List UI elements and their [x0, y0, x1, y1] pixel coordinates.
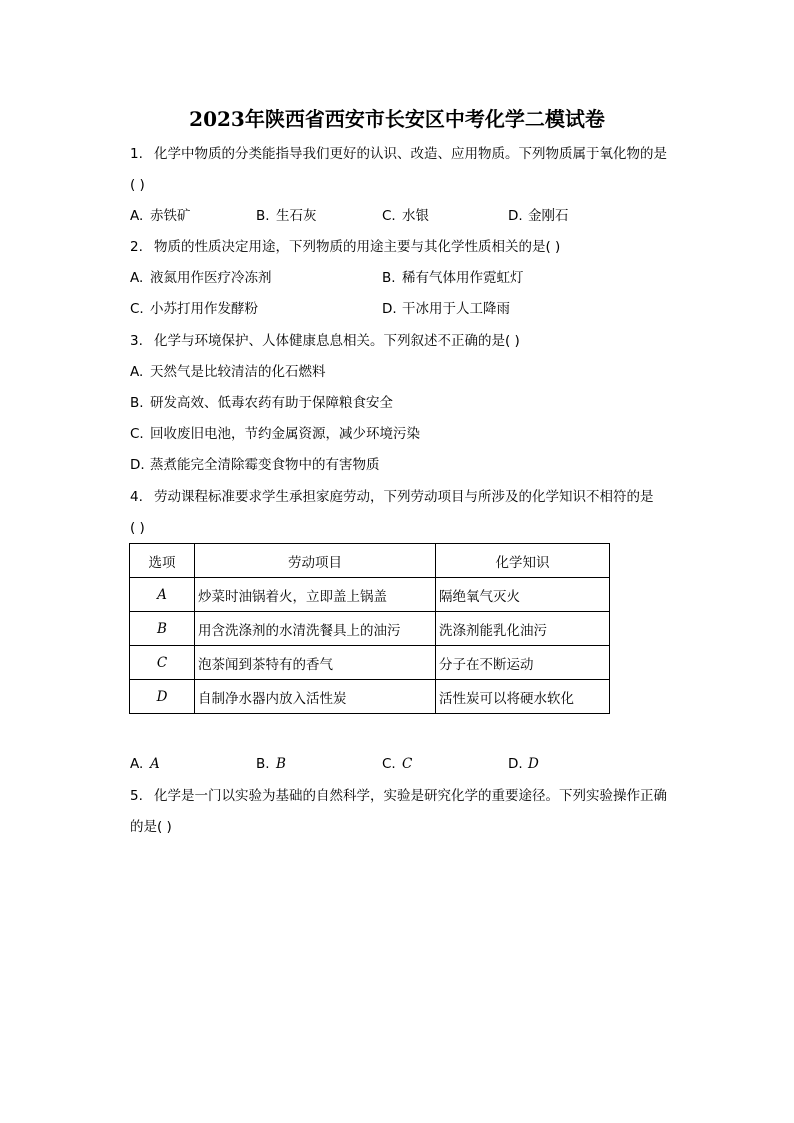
table-cell: D — [130, 680, 195, 714]
question-text: 化学与环境保护、人体健康息息相关。下列叙述不正确的是( ) — [154, 333, 520, 349]
option-d — [508, 207, 569, 225]
option-d — [382, 300, 510, 318]
option-label: D. — [130, 457, 145, 473]
option-text: 水银 — [402, 208, 429, 224]
option-label: A. — [130, 756, 144, 772]
question-text: 劳动课程标准要求学生承担家庭劳动，下列劳动项目与所涉及的化学知识不相符的是 — [154, 489, 654, 505]
option-text: 液氮用作医疗冷冻剂 — [150, 270, 272, 286]
question-1-paren: ( ) — [130, 177, 145, 193]
option-text: A — [150, 756, 160, 772]
option-label: C. — [130, 301, 144, 317]
option-text: 干冰用于人工降雨 — [402, 301, 510, 317]
table-row — [130, 578, 610, 612]
option-label: A. — [130, 270, 144, 286]
table-cell: 洗涤剂能乳化油污 — [436, 612, 610, 646]
option-label: C. — [382, 208, 396, 224]
table-row — [130, 680, 610, 714]
option-label: C. — [130, 426, 144, 442]
option-text: 赤铁矿 — [150, 208, 191, 224]
option-text: 研发高效、低毒农药有助于保障粮食安全 — [150, 395, 393, 411]
option-c — [130, 425, 420, 443]
question-4-table — [129, 543, 610, 714]
option-text: 生石灰 — [276, 208, 317, 224]
option-text: C — [402, 756, 413, 772]
option-label: A. — [130, 364, 144, 380]
table-row — [130, 612, 610, 646]
option-text: 稀有气体用作霓虹灯 — [402, 270, 524, 286]
table-cell: 泡茶闻到茶特有的香气 — [195, 646, 436, 680]
option-a — [130, 755, 160, 773]
option-label: C. — [382, 756, 396, 772]
option-text: 小苏打用作发酵粉 — [150, 301, 258, 317]
option-c — [130, 300, 258, 318]
question-5-cont: 的是( ) — [130, 819, 172, 835]
page-title: 2023年陕西省西安市长安区中考化学二模试卷 — [189, 107, 605, 131]
option-a — [130, 269, 272, 287]
table-header: 劳动项目 — [195, 544, 436, 578]
option-text: 回收废旧电池，节约金属资源，减少环境污染 — [150, 426, 420, 442]
option-b — [256, 755, 286, 773]
option-text: D — [528, 756, 539, 772]
question-number: 4. — [130, 489, 143, 505]
table-cell: 用含洗涤剂的水清洗餐具上的油污 — [195, 612, 436, 646]
table-cell: 分子在不断运动 — [436, 646, 610, 680]
option-text: B — [276, 756, 286, 772]
option-label: B. — [130, 395, 144, 411]
option-label: B. — [256, 208, 270, 224]
question-1 — [130, 145, 667, 163]
table-header: 选项 — [130, 544, 195, 578]
table-row — [130, 646, 610, 680]
option-label: D. — [508, 756, 523, 772]
table-cell: 隔绝氧气灭火 — [436, 578, 610, 612]
question-text: 物质的性质决定用途，下列物质的用途主要与其化学性质相关的是( ) — [154, 239, 561, 255]
table-header: 化学知识 — [436, 544, 610, 578]
table-cell: A — [130, 578, 195, 612]
option-b — [130, 394, 393, 412]
option-a — [130, 207, 191, 225]
table-cell: 自制净水器内放入活性炭 — [195, 680, 436, 714]
table-cell: B — [130, 612, 195, 646]
option-label: B. — [382, 270, 396, 286]
question-number: 3. — [130, 333, 143, 349]
question-4-paren: ( ) — [130, 520, 145, 536]
question-number: 5. — [130, 788, 143, 804]
option-label: A. — [130, 208, 144, 224]
option-text: 金刚石 — [528, 208, 569, 224]
option-text: 天然气是比较清洁的化石燃料 — [150, 364, 326, 380]
question-3 — [130, 332, 520, 350]
table-cell: 活性炭可以将硬水软化 — [436, 680, 610, 714]
option-d — [508, 755, 539, 773]
question-text: 化学是一门以实验为基础的自然科学，实验是研究化学的重要途径。下列实验操作正确 — [154, 788, 667, 804]
option-a — [130, 363, 326, 381]
question-4 — [130, 488, 654, 506]
option-b — [256, 207, 317, 225]
option-d — [130, 456, 380, 474]
question-text: 化学中物质的分类能指导我们更好的认识、改造、应用物质。下列物质属于氧化物的是 — [154, 146, 667, 162]
option-label: D. — [508, 208, 523, 224]
option-c — [382, 755, 412, 773]
question-2 — [130, 238, 560, 256]
option-label: B. — [256, 756, 270, 772]
question-number: 1. — [130, 146, 143, 162]
option-label: D. — [382, 301, 397, 317]
question-5 — [130, 787, 667, 805]
question-number: 2. — [130, 239, 143, 255]
table-cell: 炒菜时油锅着火，立即盖上锅盖 — [195, 578, 436, 612]
option-text: 蒸煮能完全清除霉变食物中的有害物质 — [150, 457, 380, 473]
table-header-row — [130, 544, 610, 578]
table-cell: C — [130, 646, 195, 680]
option-c — [382, 207, 429, 225]
option-b — [382, 269, 524, 287]
